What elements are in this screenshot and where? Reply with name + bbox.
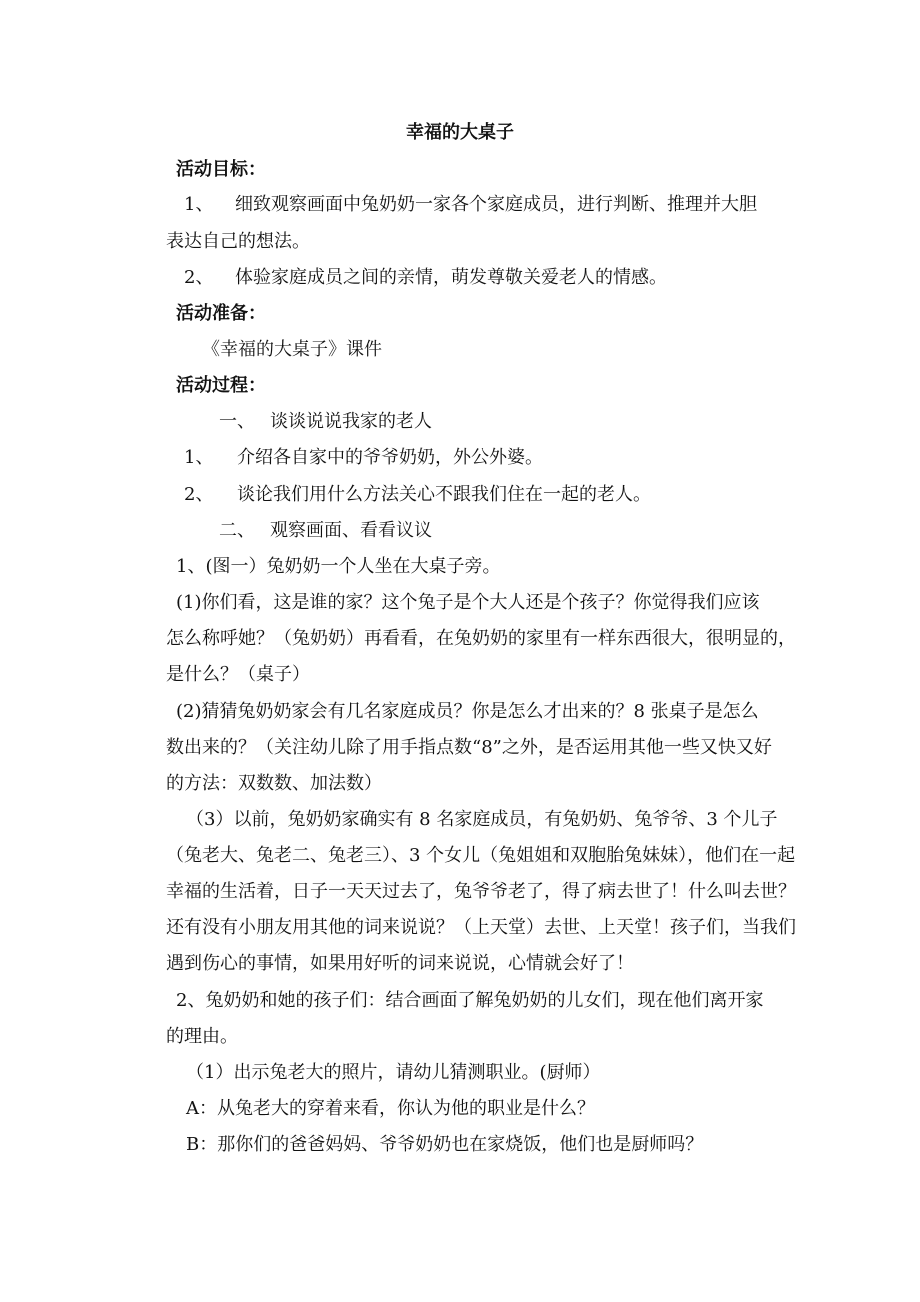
process-heading: 活动过程： [176, 375, 266, 396]
paragraph-q2-line-1: (2)猜猜兔奶奶家会有几名家庭成员？你是怎么才出来的？8 张桌子是怎么 [176, 701, 759, 722]
paragraph-q3-line-4: 还有没有小朋友用其他的词来说说？（上天堂）去世、上天堂！孩子们，当我们 [166, 917, 796, 938]
paragraph-q1-line-1: (1)你们看，这是谁的家？这个兔子是个大人还是个孩子？你觉得我们应该 [176, 592, 760, 613]
prep-heading: 活动准备： [176, 303, 266, 324]
paragraph-children-line-2: 的理由。 [166, 1026, 238, 1047]
paragraph-question-a: A：从兔老大的穿着来看，你认为他的职业是什么？ [186, 1098, 595, 1119]
goal-1-number: 1、 [184, 194, 214, 215]
paragraph-q1-line-2: 怎么称呼她？（兔奶奶）再看看，在兔奶奶的家里有一样东西很大，很明显的， [166, 628, 796, 649]
paragraph-photo-1: （1）出示兔老大的照片，请幼儿猜测职业。(厨师） [186, 1062, 601, 1083]
section-2-title: 观察画面、看看议议 [270, 520, 432, 541]
section-1-item-2-number: 2、 [184, 484, 214, 505]
section-1-number: 一、 [219, 411, 255, 432]
goal-1-text: 细致观察画面中兔奶奶一家各个家庭成员，进行判断、推理并大胆 [235, 194, 757, 215]
section-2-number: 二、 [219, 520, 255, 541]
paragraph-children-line-1: 2、兔奶奶和她的孩子们：结合画面了解兔奶奶的儿女们，现在他们离开家 [176, 990, 764, 1011]
prep-text: 《幸福的大桌子》课件 [202, 339, 382, 360]
document-title: 幸福的大桌子 [406, 122, 514, 143]
paragraph-figure-1: 1、(图一）兔奶奶一个人坐在大桌子旁。 [176, 556, 501, 577]
paragraph-q1-line-3: 是什么？（桌子） [166, 664, 310, 685]
paragraph-q2-line-2: 数出来的？（关注幼儿除了用手指点数“8”之外，是否运用其他一些又快又好 [166, 737, 772, 758]
goals-heading: 活动目标： [176, 159, 266, 180]
goal-1-text-cont: 表达自己的想法。 [166, 231, 310, 252]
paragraph-q3-line-3: 幸福的生活着，日子一天天过去了，兔爷爷老了，得了病去世了！什么叫去世？ [166, 881, 796, 902]
paragraph-q3-line-5: 遇到伤心的事情，如果用好听的词来说说，心情就会好了！ [166, 953, 634, 974]
paragraph-question-b: B：那你们的爸爸妈妈、爷爷奶奶也在家烧饭，他们也是厨师吗？ [186, 1134, 704, 1155]
section-1-title: 谈谈说说我家的老人 [270, 411, 432, 432]
section-1-item-2-text: 谈论我们用什么方法关心不跟我们住在一起的老人。 [237, 484, 651, 505]
section-1-item-1-number: 1、 [184, 447, 214, 468]
goal-2-text: 体验家庭成员之间的亲情，萌发尊敬关爱老人的情感。 [235, 267, 667, 288]
section-1-item-1-text: 介绍各自家中的爷爷奶奶，外公外婆。 [237, 447, 543, 468]
goal-2-number: 2、 [184, 267, 214, 288]
paragraph-q3-line-1: （3）以前，兔奶奶家确实有 8 名家庭成员，有兔奶奶、兔爷爷、3 个儿子 [186, 809, 778, 830]
paragraph-q2-line-3: 的方法：双数数、加法数） [166, 773, 382, 794]
paragraph-q3-line-2: （兔老大、兔老二、兔老三）、3 个女儿（兔姐姐和双胞胎兔妹妹），他们在一起 [166, 845, 796, 866]
